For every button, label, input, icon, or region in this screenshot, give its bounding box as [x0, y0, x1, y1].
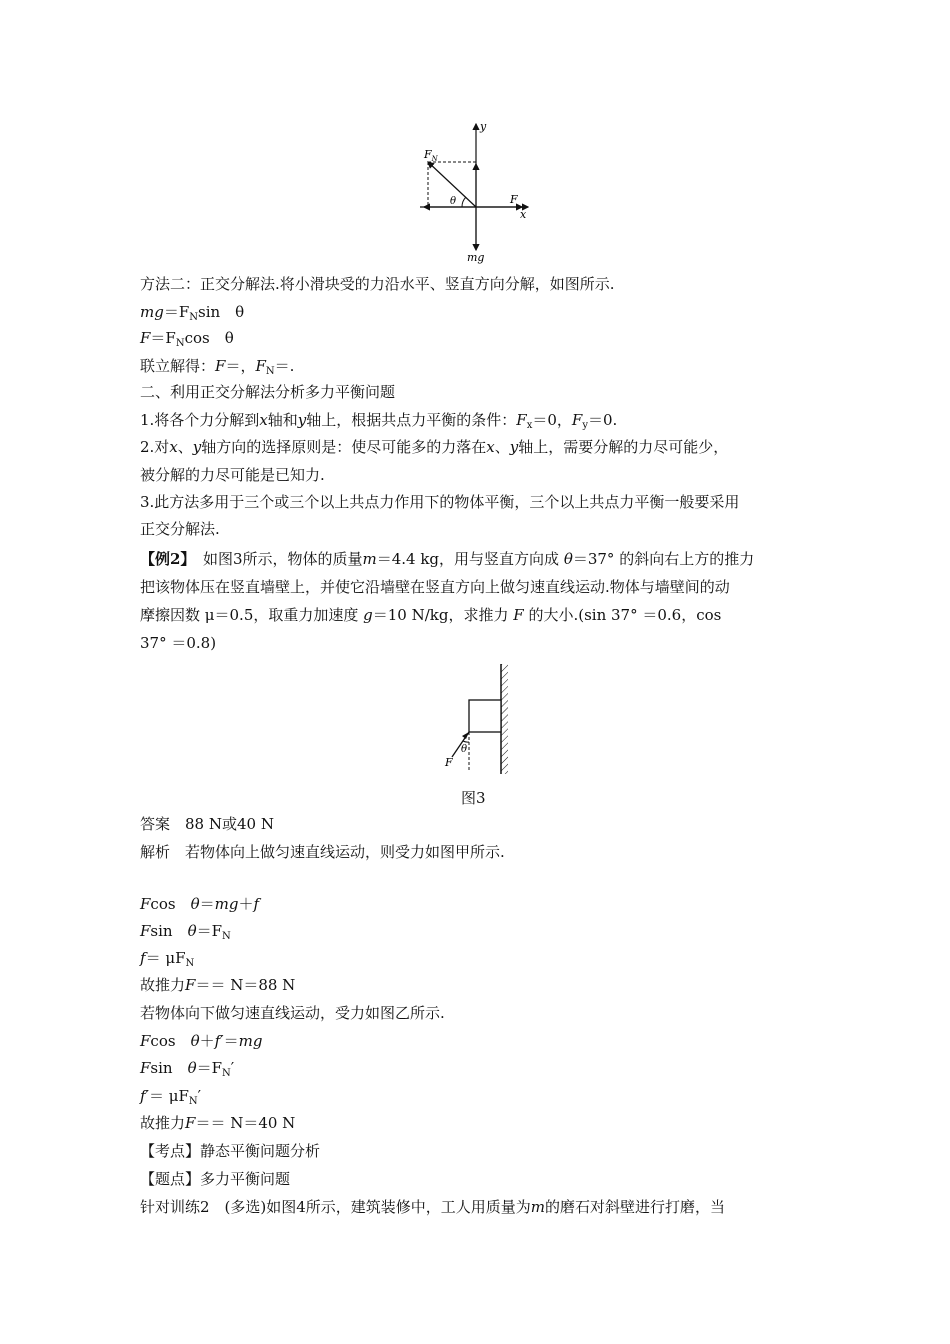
- down-eq2: Fsin $\theta=F_N'$: [140, 1059, 235, 1079]
- label-theta: θ: [450, 196, 457, 207]
- up-eq3: $f= \mu F_N$: [140, 949, 195, 969]
- up-eq2: Fsin $\theta=F_N$: [140, 922, 231, 942]
- training-2: 针对训练2 (多选)如图4所示，建筑装修中，工人用质量为m的磨石对斜壁进行打磨，当: [140, 1198, 726, 1216]
- force-diagram-top: [410, 118, 535, 266]
- section2-title: 二、利用正交分解法分析多力平衡问题: [140, 383, 396, 401]
- down-intro: 若物体向下做匀速直线运动，受力如图乙所示.: [140, 1004, 445, 1022]
- example2-line3: 摩擦因数 μ＝0.5，取重力加速度 g＝10 N/kg，求推力 F 的大小.(sin 37° ＝0.6，cos: [140, 606, 722, 624]
- method2-eq2: $F=F_N\cos$ θ: [140, 329, 234, 349]
- example2-line4: 37° ＝0.8): [140, 634, 217, 652]
- wall-hatch: [501, 664, 508, 774]
- method2-solve: 联立解得：F＝，$F_N=$.: [140, 357, 295, 377]
- label-y: y: [480, 120, 487, 133]
- example2-line2: 把该物体压在竖直墙壁上，并使它沿墙壁在竖直方向上做匀速直线运动.物体与墙壁间的动: [140, 578, 730, 596]
- analysis-intro: 解析 若物体向上做匀速直线运动，则受力如图甲所示.: [140, 843, 505, 861]
- section2-p3-line1: 3.此方法多用于三个或三个以上共点力作用下的物体平衡，三个以上共点力平衡一般要采用: [140, 493, 740, 511]
- method2-eq1: $mg=F_N\sin$ θ: [140, 303, 245, 323]
- down-eq1: Fcos θ＋f′＝mg: [140, 1032, 263, 1050]
- answer: 答案 88 N或40 N: [140, 815, 274, 833]
- up-result: 故推力F＝＝ N＝88 N: [140, 976, 296, 994]
- block: [469, 700, 501, 732]
- fig3-label-theta: θ: [461, 744, 468, 755]
- kaodian: 【考点】静态平衡问题分析: [140, 1142, 321, 1160]
- section2-p2-line2: 被分解的力尽可能是已知力.: [140, 466, 325, 484]
- section2-p2: 2.对x、y轴方向的选择原则是：使尽可能多的力落在x、y轴上，需要分解的力尽可能少，: [140, 438, 729, 456]
- label-x: x: [520, 208, 527, 221]
- method2-intro: 方法二：正交分解法.将小滑块受的力沿水平、竖直方向分解，如图所示.: [140, 275, 615, 293]
- down-result: 故推力F＝＝ N＝40 N: [140, 1114, 296, 1132]
- section2-p3-line2: 正交分解法.: [140, 520, 220, 538]
- figure-3: [440, 662, 520, 777]
- label-mg: mg: [467, 251, 485, 264]
- fig3-label-f: F: [445, 756, 453, 769]
- label-f: F: [510, 193, 518, 206]
- section2-p1: 1.将各个力分解到x轴和y轴上，根据共点力平衡的条件：$F_x=0$，$F_y=0$.: [140, 411, 618, 431]
- down-eq3: $f'= \mu F_N'$: [140, 1087, 202, 1107]
- example2-line1: 【例2】 如图3所示，物体的质量m＝4.4 kg，用与竖直方向成 θ＝37° 的斜向右上方的推力: [140, 550, 755, 568]
- up-eq1: Fcos θ＝mg＋f: [140, 895, 260, 913]
- tidian: 【题点】多力平衡问题: [140, 1170, 291, 1188]
- label-fn: $F_N$: [424, 148, 438, 163]
- figure-3-caption: 图3: [461, 789, 486, 807]
